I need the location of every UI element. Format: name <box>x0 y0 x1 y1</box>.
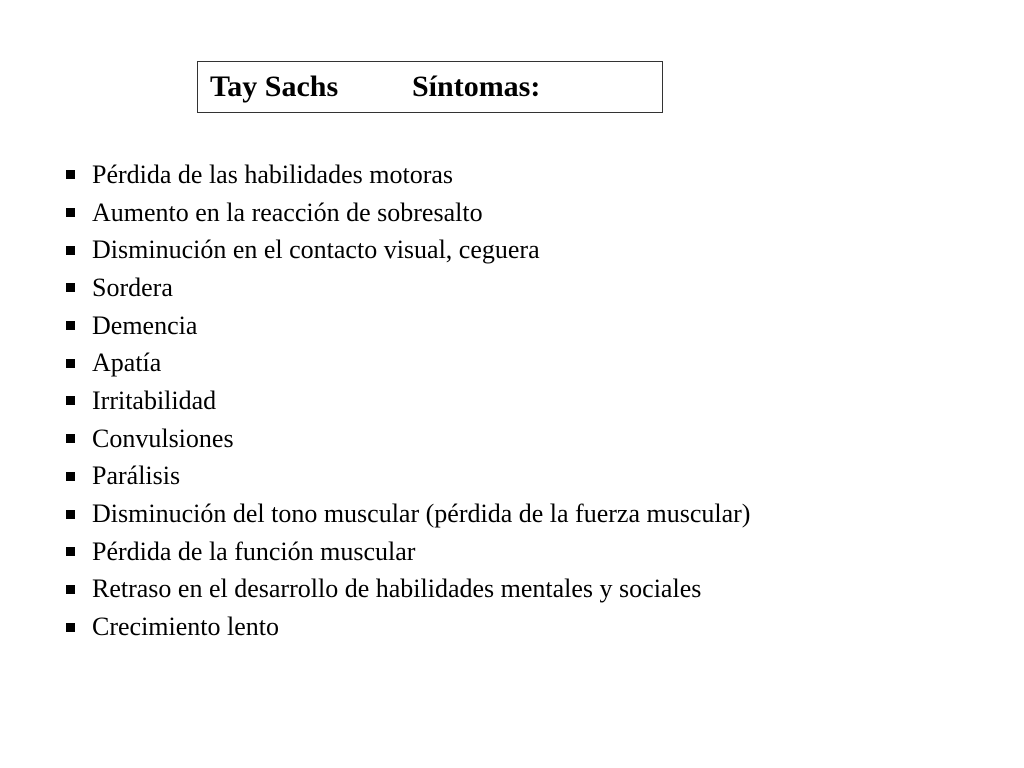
symptom-text: Aumento en la reacción de sobresalto <box>92 197 483 227</box>
symptom-text: Disminución del tono muscular (pérdida de la fuerza muscular) <box>92 499 751 529</box>
list-item <box>66 571 750 609</box>
list-item <box>66 231 750 269</box>
symptom-list <box>66 156 750 646</box>
square-bullet-icon <box>66 283 75 292</box>
square-bullet-icon <box>66 246 75 255</box>
slide-title-box <box>197 61 663 113</box>
square-bullet-icon <box>66 434 75 443</box>
list-item <box>66 533 750 571</box>
disease-name: Tay Sachs <box>210 70 339 103</box>
list-item <box>66 420 750 458</box>
square-bullet-icon <box>66 396 75 405</box>
symptom-text: Disminución en el contacto visual, ceguera <box>92 235 540 265</box>
symptoms-heading: Síntomas: <box>412 70 541 103</box>
square-bullet-icon <box>66 359 75 368</box>
list-item <box>66 156 750 194</box>
symptom-text: Crecimiento lento <box>92 612 280 642</box>
list-item <box>66 382 750 420</box>
square-bullet-icon <box>66 547 75 556</box>
symptom-text: Convulsiones <box>92 423 234 453</box>
square-bullet-icon <box>66 585 75 594</box>
square-bullet-icon <box>66 321 75 330</box>
symptom-text: Irritabilidad <box>92 385 217 415</box>
symptom-text: Retraso en el desarrollo de habilidades mentales y sociales <box>92 574 702 604</box>
square-bullet-icon <box>66 208 75 217</box>
list-item <box>66 307 750 345</box>
square-bullet-icon <box>66 472 75 481</box>
symptom-text: Apatía <box>92 348 162 378</box>
list-item <box>66 344 750 382</box>
list-item <box>66 269 750 307</box>
square-bullet-icon <box>66 170 75 179</box>
symptom-text: Sordera <box>92 272 173 302</box>
square-bullet-icon <box>66 510 75 519</box>
list-item <box>66 458 750 496</box>
symptom-text: Demencia <box>92 310 198 340</box>
list-item <box>66 608 750 646</box>
symptom-text: Pérdida de las habilidades motoras <box>92 159 454 189</box>
symptom-text: Pérdida de la función muscular <box>92 536 416 566</box>
list-item <box>66 194 750 232</box>
list-item <box>66 495 750 533</box>
square-bullet-icon <box>66 623 75 632</box>
symptom-text: Parálisis <box>92 461 181 491</box>
